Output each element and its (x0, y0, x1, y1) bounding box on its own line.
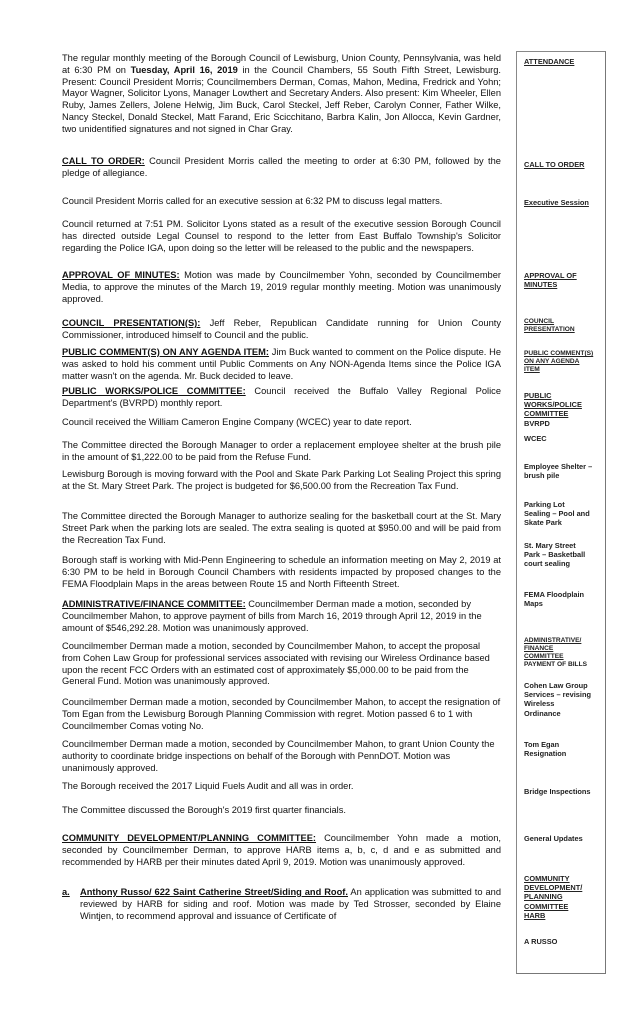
tom-egan-paragraph: Councilmember Derman made a motion, seconded by Councilmember Mahon, to accept the resignation of Tom Egan from the Lewisburg Borough Planning Commission with regret. Motion passed 6 to 1 with Councilmember Comas voting No. (62, 697, 501, 731)
note-a-russo: A RUSSO (524, 937, 558, 946)
call-to-order-paragraph: CALL TO ORDER: Council President Morris called the meeting to order at 6:30 PM, followed by the pledge of allegiance. (62, 156, 501, 178)
shelter-paragraph: The Committee directed the Borough Manager to order a replacement employee shelter at the brush pile in the amount of $1,222.00 to be paid from the Refuse Fund. (62, 440, 501, 462)
note-approval-minutes: APPROVAL OF MINUTES (524, 271, 577, 290)
council-presentation-paragraph: COUNCIL PRESENTATION(S): Jeff Reber, Republican Candidate running for Union County Commissioner, introduced himself to Council and the public. (62, 318, 501, 340)
note-tom-egan: Tom Egan Resignation (524, 740, 567, 759)
note-attendance: ATTENDANCE (524, 57, 575, 66)
liquid-fuels-paragraph: The Borough received the 2017 Liquid Fuels Audit and all was in order. (62, 781, 354, 791)
cohen-paragraph: Councilmember Derman made a motion, seconded by Councilmember Mahon, to accept the proposal from Cohen Law Group for professional services associated with revising our Wireless Ordinance based upon the recent FCC Orders with an estimated cost of approximately $5,000.00 to be paid from the General Fund. Motion was unanimously approved. (62, 641, 490, 687)
section-heading: ADMINISTRATIVE/FINANCE COMMITTEE: (62, 599, 246, 609)
section-heading: COMMUNITY DEVELOPMENT/PLANNING COMMITTEE: (62, 833, 317, 843)
note-public-works: PUBLIC WORKS/POLICE COMMITTEE BVRPD (524, 391, 582, 428)
margin-notes (516, 51, 606, 974)
bridge-paragraph: Councilmember Derman made a motion, seconded by Councilmember Mahon, to grant Union County the authority to coordinate bridge inspections on behalf of the Borough with PennDOT. Motion was unanimously approved. (62, 739, 495, 773)
note-council-presentation: COUNCIL PRESENTATION (524, 318, 575, 333)
item-marker: a. (62, 887, 70, 897)
note-cohen: Cohen Law Group Services – revising Wireless Ordinance (524, 681, 591, 718)
attendance-paragraph: The regular monthly meeting of the Borough Council of Lewisburg, Union County, Pennsylvania, was held at 6:30 PM on Tuesday, April 16, 2019 in the Council Chambers, 55 South Fifth Street, Lewisburg. Present: Council President Morris; Councilmembers Derman, Comas, Mahon, Medina, Fredrick and Yohn; Mayor Wagner, Solicitor Lyons, Manager Lowthert and Secretary Anders. Also present: Kim Wheeler, Ellen Ruby, James Zellers, Jolene Helwig, Jim Buck, Carol Steckel, Jeff Reber, Carolyn Conner, Father Wilke, Nancy Steckel, Donald Steckel, Matt Farand, Eric Scicchitano, Barbra Kalin, Jon Allocca, Kevin Gardner, two unidentified signatures and not signed in Char Gray. (62, 53, 502, 134)
financials-paragraph: The Committee discussed the Borough's 2019 first quarter financials. (62, 805, 346, 815)
public-comment-paragraph: PUBLIC COMMENT(S) ON ANY AGENDA ITEM: Jim Buck wanted to comment on the Police dispute. He was asked to hold his comment until Public Comments on Any NON-Agenda Items since the Police IGA matter wasn't on the agenda. Mr. Buck decided to leave. (62, 347, 501, 381)
note-call-to-order: CALL TO ORDER (524, 160, 585, 169)
wcec-paragraph: Council received the William Cameron Engine Company (WCEC) year to date report. (62, 417, 412, 427)
note-parking-lot: Parking Lot Sealing – Pool and Skate Park (524, 500, 590, 528)
community-development-paragraph: COMMUNITY DEVELOPMENT/PLANNING COMMITTEE: Councilmember Yohn made a motion, seconded by Councilmember Derman, to approve HARB items a, b, c, d and e as submitted and recommended by HARB per their minutes dated April 9, 2019. Motion was unanimously approved. (62, 833, 501, 867)
note-admin-finance: ADMINISTRATIVE/ FINANCE COMMITTEE PAYMENT OF BILLS (524, 637, 588, 668)
note-bridge: Bridge Inspections (524, 787, 591, 796)
note-fema: FEMA Floodplain Maps (524, 590, 585, 609)
section-heading: CALL TO ORDER: (62, 156, 145, 166)
public-works-paragraph: PUBLIC WORKS/POLICE COMMITTEE: Council received the Buffalo Valley Regional Police Department's (BVRPD) monthly report. (62, 386, 501, 408)
note-general-updates: General Updates (524, 834, 583, 843)
note-public-comment: PUBLIC COMMENT(S) ON ANY AGENDA ITEM (524, 350, 594, 373)
approval-minutes-paragraph: APPROVAL OF MINUTES: Motion was made by Councilmember Yohn, seconded by Councilmember Media, to approve the minutes of the March 19, 2019 regular monthly meeting. Motion was unanimously approved. (62, 270, 501, 304)
note-employee-shelter: Employee Shelter – brush pile (524, 462, 593, 481)
note-community-development: COMMUNITY DEVELOPMENT/ PLANNING COMMITTEE HARB (524, 874, 583, 920)
meeting-date: Tuesday, April 16, 2019 (130, 64, 238, 75)
fema-paragraph: Borough staff is working with Mid-Penn Engineering to schedule an information meeting on May 2, 2019 at 6:30 PM to be held in Borough Council Chambers with residents impacted by proposed changes to the FEMA Floodplain Maps in the areas between Route 15 and North Fifteenth Street. (62, 555, 501, 589)
item-heading: Anthony Russo/ 622 Saint Catherine Street/Siding and Roof. (80, 887, 348, 897)
executive-session-paragraph: Council President Morris called for an executive session at 6:32 PM to discuss legal matters. (62, 196, 443, 206)
basketball-paragraph: The Committee directed the Borough Manager to authorize sealing for the basketball court at the St. Mary Street Park when the parking lots are sealed. The extra sealing is quoted at $950.00 and will be paid from the Recreation Tax Fund. (62, 511, 501, 545)
note-st-mary: St. Mary Street Park – Basketball court sealing (524, 541, 586, 569)
section-heading: APPROVAL OF MINUTES: (62, 270, 180, 280)
harb-item-a: a. Anthony Russo/ 622 Saint Catherine Street/Siding and Roof. An application was submitted to and reviewed by HARB for siding and roof. Motion was made by Ted Strosser, seconded by Elaine Wintjen, to recommend approval and issuance of Certificate of (62, 887, 501, 921)
section-heading: PUBLIC WORKS/POLICE COMMITTEE: (62, 386, 246, 396)
note-wcec: WCEC (524, 434, 547, 443)
parking-lot-paragraph: Lewisburg Borough is moving forward with the Pool and Skate Park Parking Lot Sealing Project this spring at the St. Mary Street Park. The project is budgeted for $6,500.00 from the Recreation Tax Fund. (62, 469, 501, 491)
section-heading: PUBLIC COMMENT(S) ON ANY AGENDA ITEM: (62, 347, 269, 357)
note-executive-session: Executive Session (524, 198, 589, 207)
council-returned-paragraph: Council returned at 7:51 PM. Solicitor Lyons stated as a result of the executive session Borough Council has directed outside Legal Counsel to respond to the letter from East Buffalo Township's Solicitor regarding the Police IGA, upon doing so the letter will be released to the public and the newspapers. (62, 219, 501, 253)
section-heading: COUNCIL PRESENTATION(S): (62, 318, 201, 328)
admin-finance-paragraph: ADMINISTRATIVE/FINANCE COMMITTEE: Councilmember Derman made a motion, seconded by Councilmember Mahon, to approve payment of bills from March 16, 2019 through April 12, 2019 in the amount of $546,292.28. Motion was unanimously approved. (62, 599, 482, 633)
